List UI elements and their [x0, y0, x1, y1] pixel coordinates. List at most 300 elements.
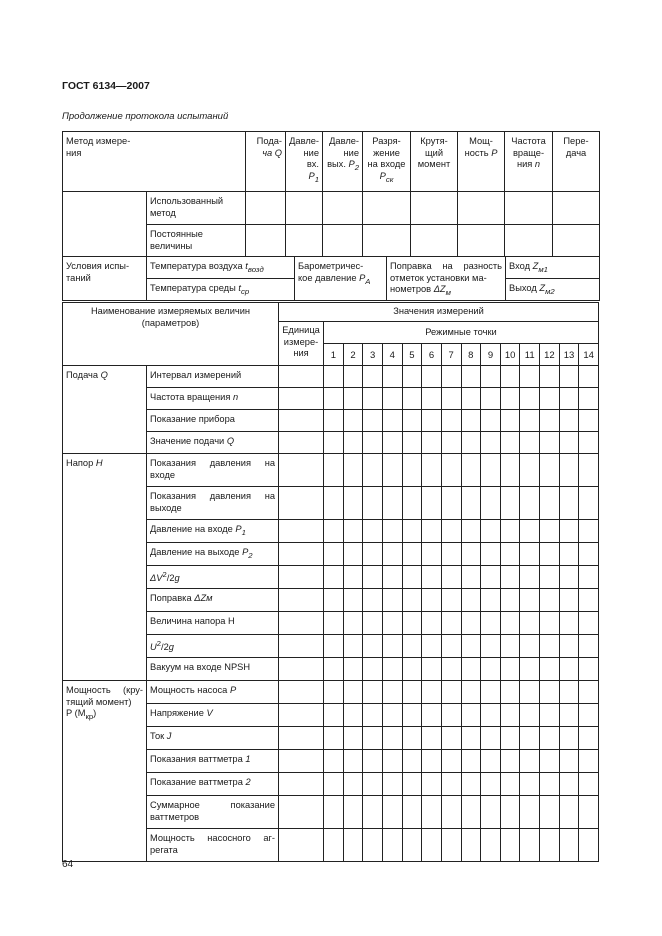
value-cell[interactable]	[500, 773, 520, 796]
value-cell[interactable]	[579, 388, 599, 410]
unit-cell[interactable]	[279, 566, 324, 589]
value-cell[interactable]	[324, 727, 344, 750]
value-cell[interactable]	[520, 432, 540, 454]
value-cell[interactable]	[520, 704, 540, 727]
value-cell[interactable]	[540, 829, 560, 862]
value-cell[interactable]	[461, 704, 481, 727]
value-cell[interactable]	[343, 750, 363, 773]
value-cell[interactable]	[461, 635, 481, 658]
value-cell[interactable]	[382, 612, 402, 635]
value-cell[interactable]	[402, 543, 422, 566]
value-cell[interactable]	[402, 750, 422, 773]
value-cell[interactable]	[382, 366, 402, 388]
value-cell[interactable]	[343, 432, 363, 454]
value-cell[interactable]	[520, 658, 540, 681]
value-cell[interactable]	[579, 366, 599, 388]
unit-cell[interactable]	[279, 773, 324, 796]
value-cell[interactable]	[520, 410, 540, 432]
unit-cell[interactable]	[279, 366, 324, 388]
value-cell[interactable]	[363, 773, 383, 796]
value-cell[interactable]	[343, 566, 363, 589]
value-cell[interactable]	[324, 681, 344, 704]
value-cell[interactable]	[441, 432, 461, 454]
value-cell[interactable]	[540, 796, 560, 829]
value-cell[interactable]	[422, 612, 442, 635]
value-cell[interactable]	[500, 635, 520, 658]
unit-cell[interactable]	[279, 487, 324, 520]
value-cell[interactable]	[363, 454, 383, 487]
value-cell[interactable]	[559, 410, 579, 432]
value-cell[interactable]	[481, 796, 501, 829]
value-cell[interactable]	[324, 432, 344, 454]
value-cell[interactable]	[520, 727, 540, 750]
value-cell[interactable]	[579, 432, 599, 454]
value-cell[interactable]	[422, 635, 442, 658]
value-cell[interactable]	[579, 750, 599, 773]
value-cell[interactable]	[422, 520, 442, 543]
value-cell[interactable]	[540, 543, 560, 566]
value-cell[interactable]	[559, 612, 579, 635]
value-cell[interactable]	[579, 727, 599, 750]
value-cell[interactable]	[461, 612, 481, 635]
value-cell[interactable]	[461, 543, 481, 566]
value-cell[interactable]	[500, 704, 520, 727]
value-cell[interactable]	[579, 829, 599, 862]
value-cell[interactable]	[382, 658, 402, 681]
value-cell[interactable]	[461, 658, 481, 681]
unit-cell[interactable]	[279, 796, 324, 829]
unit-cell[interactable]	[279, 612, 324, 635]
value-cell[interactable]	[559, 635, 579, 658]
value-cell[interactable]	[441, 589, 461, 612]
value-cell[interactable]	[461, 829, 481, 862]
value-cell[interactable]	[520, 796, 540, 829]
value-cell[interactable]	[441, 681, 461, 704]
value-cell[interactable]	[461, 388, 481, 410]
value-cell[interactable]	[540, 658, 560, 681]
value-cell[interactable]	[402, 566, 422, 589]
value-cell[interactable]	[343, 658, 363, 681]
value-cell[interactable]	[559, 589, 579, 612]
unit-cell[interactable]	[279, 410, 324, 432]
value-cell[interactable]	[520, 681, 540, 704]
unit-cell[interactable]	[279, 704, 324, 727]
value-cell[interactable]	[540, 589, 560, 612]
value-cell[interactable]	[343, 829, 363, 862]
value-cell[interactable]	[540, 432, 560, 454]
value-cell[interactable]	[382, 727, 402, 750]
value-cell[interactable]	[461, 366, 481, 388]
value-cell[interactable]	[481, 454, 501, 487]
value-cell[interactable]	[461, 727, 481, 750]
value-cell[interactable]	[540, 566, 560, 589]
value-cell[interactable]	[481, 635, 501, 658]
value-cell[interactable]	[441, 566, 461, 589]
value-cell[interactable]	[363, 566, 383, 589]
value-cell[interactable]	[500, 612, 520, 635]
value-cell[interactable]	[481, 410, 501, 432]
value-cell[interactable]	[500, 658, 520, 681]
value-cell[interactable]	[382, 487, 402, 520]
value-cell[interactable]	[422, 727, 442, 750]
value-cell[interactable]	[481, 829, 501, 862]
value-cell[interactable]	[324, 543, 344, 566]
value-cell[interactable]	[500, 727, 520, 750]
value-cell[interactable]	[500, 410, 520, 432]
value-cell[interactable]	[382, 829, 402, 862]
value-cell[interactable]	[481, 773, 501, 796]
value-cell[interactable]	[579, 704, 599, 727]
value-cell[interactable]	[441, 520, 461, 543]
value-cell[interactable]	[559, 432, 579, 454]
value-cell[interactable]	[382, 796, 402, 829]
value-cell[interactable]	[559, 566, 579, 589]
value-cell[interactable]	[363, 727, 383, 750]
value-cell[interactable]	[441, 829, 461, 862]
value-cell[interactable]	[422, 388, 442, 410]
value-cell[interactable]	[461, 773, 481, 796]
value-cell[interactable]	[343, 704, 363, 727]
value-cell[interactable]	[481, 487, 501, 520]
value-cell[interactable]	[559, 487, 579, 520]
value-cell[interactable]	[402, 829, 422, 862]
value-cell[interactable]	[579, 454, 599, 487]
unit-cell[interactable]	[279, 589, 324, 612]
value-cell[interactable]	[324, 829, 344, 862]
value-cell[interactable]	[481, 388, 501, 410]
unit-cell[interactable]	[279, 681, 324, 704]
value-cell[interactable]	[559, 366, 579, 388]
value-cell[interactable]	[402, 681, 422, 704]
value-cell[interactable]	[579, 410, 599, 432]
value-cell[interactable]	[402, 366, 422, 388]
value-cell[interactable]	[441, 410, 461, 432]
value-cell[interactable]	[402, 727, 422, 750]
value-cell[interactable]	[402, 487, 422, 520]
value-cell[interactable]	[520, 635, 540, 658]
value-cell[interactable]	[422, 487, 442, 520]
value-cell[interactable]	[422, 566, 442, 589]
value-cell[interactable]	[324, 658, 344, 681]
unit-cell[interactable]	[279, 520, 324, 543]
value-cell[interactable]	[343, 410, 363, 432]
value-cell[interactable]	[324, 635, 344, 658]
value-cell[interactable]	[520, 388, 540, 410]
value-cell[interactable]	[579, 658, 599, 681]
value-cell[interactable]	[402, 432, 422, 454]
value-cell[interactable]	[402, 704, 422, 727]
value-cell[interactable]	[540, 704, 560, 727]
value-cell[interactable]	[422, 410, 442, 432]
value-cell[interactable]	[382, 543, 402, 566]
value-cell[interactable]	[324, 796, 344, 829]
value-cell[interactable]	[363, 612, 383, 635]
value-cell[interactable]	[500, 543, 520, 566]
value-cell[interactable]	[343, 773, 363, 796]
value-cell[interactable]	[363, 520, 383, 543]
value-cell[interactable]	[324, 410, 344, 432]
value-cell[interactable]	[579, 635, 599, 658]
value-cell[interactable]	[559, 727, 579, 750]
value-cell[interactable]	[579, 566, 599, 589]
value-cell[interactable]	[422, 454, 442, 487]
value-cell[interactable]	[382, 432, 402, 454]
value-cell[interactable]	[559, 773, 579, 796]
value-cell[interactable]	[343, 454, 363, 487]
value-cell[interactable]	[402, 796, 422, 829]
value-cell[interactable]	[343, 366, 363, 388]
value-cell[interactable]	[343, 388, 363, 410]
value-cell[interactable]	[500, 487, 520, 520]
value-cell[interactable]	[441, 704, 461, 727]
value-cell[interactable]	[422, 366, 442, 388]
value-cell[interactable]	[559, 796, 579, 829]
value-cell[interactable]	[559, 704, 579, 727]
value-cell[interactable]	[559, 829, 579, 862]
unit-cell[interactable]	[279, 543, 324, 566]
value-cell[interactable]	[520, 612, 540, 635]
value-cell[interactable]	[382, 635, 402, 658]
value-cell[interactable]	[441, 727, 461, 750]
value-cell[interactable]	[363, 635, 383, 658]
value-cell[interactable]	[343, 589, 363, 612]
value-cell[interactable]	[402, 635, 422, 658]
value-cell[interactable]	[422, 432, 442, 454]
value-cell[interactable]	[559, 681, 579, 704]
value-cell[interactable]	[382, 681, 402, 704]
unit-cell[interactable]	[279, 727, 324, 750]
value-cell[interactable]	[540, 388, 560, 410]
value-cell[interactable]	[500, 681, 520, 704]
value-cell[interactable]	[363, 432, 383, 454]
value-cell[interactable]	[579, 543, 599, 566]
value-cell[interactable]	[363, 543, 383, 566]
value-cell[interactable]	[461, 432, 481, 454]
value-cell[interactable]	[520, 773, 540, 796]
value-cell[interactable]	[461, 410, 481, 432]
value-cell[interactable]	[324, 773, 344, 796]
unit-cell[interactable]	[279, 750, 324, 773]
value-cell[interactable]	[422, 829, 442, 862]
value-cell[interactable]	[324, 388, 344, 410]
value-cell[interactable]	[500, 796, 520, 829]
value-cell[interactable]	[382, 704, 402, 727]
value-cell[interactable]	[520, 520, 540, 543]
value-cell[interactable]	[422, 773, 442, 796]
value-cell[interactable]	[520, 589, 540, 612]
value-cell[interactable]	[363, 681, 383, 704]
value-cell[interactable]	[363, 589, 383, 612]
value-cell[interactable]	[422, 589, 442, 612]
value-cell[interactable]	[579, 487, 599, 520]
value-cell[interactable]	[343, 796, 363, 829]
value-cell[interactable]	[363, 704, 383, 727]
value-cell[interactable]	[402, 454, 422, 487]
unit-cell[interactable]	[279, 658, 324, 681]
value-cell[interactable]	[343, 727, 363, 750]
value-cell[interactable]	[382, 388, 402, 410]
value-cell[interactable]	[481, 612, 501, 635]
value-cell[interactable]	[481, 566, 501, 589]
unit-cell[interactable]	[279, 388, 324, 410]
value-cell[interactable]	[559, 543, 579, 566]
value-cell[interactable]	[461, 681, 481, 704]
value-cell[interactable]	[363, 388, 383, 410]
value-cell[interactable]	[579, 589, 599, 612]
value-cell[interactable]	[324, 704, 344, 727]
value-cell[interactable]	[540, 366, 560, 388]
value-cell[interactable]	[559, 520, 579, 543]
value-cell[interactable]	[343, 520, 363, 543]
value-cell[interactable]	[500, 589, 520, 612]
value-cell[interactable]	[520, 487, 540, 520]
value-cell[interactable]	[579, 612, 599, 635]
value-cell[interactable]	[481, 681, 501, 704]
value-cell[interactable]	[441, 366, 461, 388]
value-cell[interactable]	[500, 520, 520, 543]
value-cell[interactable]	[422, 658, 442, 681]
value-cell[interactable]	[520, 566, 540, 589]
value-cell[interactable]	[402, 658, 422, 681]
value-cell[interactable]	[540, 727, 560, 750]
value-cell[interactable]	[579, 796, 599, 829]
value-cell[interactable]	[500, 432, 520, 454]
value-cell[interactable]	[343, 487, 363, 520]
value-cell[interactable]	[402, 388, 422, 410]
value-cell[interactable]	[402, 410, 422, 432]
value-cell[interactable]	[461, 589, 481, 612]
value-cell[interactable]	[481, 727, 501, 750]
value-cell[interactable]	[422, 704, 442, 727]
value-cell[interactable]	[441, 454, 461, 487]
value-cell[interactable]	[343, 635, 363, 658]
value-cell[interactable]	[402, 612, 422, 635]
value-cell[interactable]	[461, 750, 481, 773]
value-cell[interactable]	[363, 366, 383, 388]
value-cell[interactable]	[461, 796, 481, 829]
value-cell[interactable]	[481, 366, 501, 388]
value-cell[interactable]	[481, 704, 501, 727]
value-cell[interactable]	[559, 388, 579, 410]
value-cell[interactable]	[363, 829, 383, 862]
value-cell[interactable]	[579, 520, 599, 543]
value-cell[interactable]	[363, 658, 383, 681]
value-cell[interactable]	[363, 750, 383, 773]
value-cell[interactable]	[422, 681, 442, 704]
unit-cell[interactable]	[279, 432, 324, 454]
value-cell[interactable]	[324, 366, 344, 388]
value-cell[interactable]	[461, 454, 481, 487]
value-cell[interactable]	[343, 612, 363, 635]
value-cell[interactable]	[422, 543, 442, 566]
value-cell[interactable]	[559, 658, 579, 681]
value-cell[interactable]	[324, 487, 344, 520]
value-cell[interactable]	[461, 520, 481, 543]
value-cell[interactable]	[441, 487, 461, 520]
value-cell[interactable]	[324, 612, 344, 635]
value-cell[interactable]	[559, 454, 579, 487]
value-cell[interactable]	[520, 543, 540, 566]
value-cell[interactable]	[540, 487, 560, 520]
value-cell[interactable]	[540, 750, 560, 773]
value-cell[interactable]	[382, 750, 402, 773]
value-cell[interactable]	[382, 589, 402, 612]
value-cell[interactable]	[520, 829, 540, 862]
value-cell[interactable]	[343, 681, 363, 704]
value-cell[interactable]	[402, 589, 422, 612]
value-cell[interactable]	[559, 750, 579, 773]
value-cell[interactable]	[441, 612, 461, 635]
value-cell[interactable]	[540, 520, 560, 543]
value-cell[interactable]	[441, 773, 461, 796]
unit-cell[interactable]	[279, 829, 324, 862]
value-cell[interactable]	[324, 589, 344, 612]
value-cell[interactable]	[402, 520, 422, 543]
value-cell[interactable]	[481, 658, 501, 681]
value-cell[interactable]	[382, 520, 402, 543]
value-cell[interactable]	[363, 410, 383, 432]
value-cell[interactable]	[500, 388, 520, 410]
value-cell[interactable]	[540, 454, 560, 487]
value-cell[interactable]	[382, 454, 402, 487]
value-cell[interactable]	[500, 454, 520, 487]
value-cell[interactable]	[500, 366, 520, 388]
value-cell[interactable]	[500, 566, 520, 589]
value-cell[interactable]	[324, 520, 344, 543]
value-cell[interactable]	[382, 410, 402, 432]
value-cell[interactable]	[382, 773, 402, 796]
value-cell[interactable]	[422, 796, 442, 829]
value-cell[interactable]	[481, 543, 501, 566]
value-cell[interactable]	[461, 487, 481, 520]
value-cell[interactable]	[500, 829, 520, 862]
value-cell[interactable]	[579, 681, 599, 704]
value-cell[interactable]	[461, 566, 481, 589]
value-cell[interactable]	[540, 612, 560, 635]
value-cell[interactable]	[422, 750, 442, 773]
value-cell[interactable]	[324, 566, 344, 589]
value-cell[interactable]	[441, 388, 461, 410]
value-cell[interactable]	[481, 589, 501, 612]
value-cell[interactable]	[324, 750, 344, 773]
value-cell[interactable]	[540, 681, 560, 704]
value-cell[interactable]	[324, 454, 344, 487]
value-cell[interactable]	[540, 410, 560, 432]
value-cell[interactable]	[441, 796, 461, 829]
value-cell[interactable]	[481, 520, 501, 543]
value-cell[interactable]	[441, 635, 461, 658]
value-cell[interactable]	[520, 750, 540, 773]
unit-cell[interactable]	[279, 635, 324, 658]
value-cell[interactable]	[481, 750, 501, 773]
value-cell[interactable]	[441, 750, 461, 773]
value-cell[interactable]	[520, 454, 540, 487]
value-cell[interactable]	[441, 543, 461, 566]
value-cell[interactable]	[363, 796, 383, 829]
unit-cell[interactable]	[279, 454, 324, 487]
value-cell[interactable]	[382, 566, 402, 589]
value-cell[interactable]	[343, 543, 363, 566]
value-cell[interactable]	[402, 773, 422, 796]
value-cell[interactable]	[441, 658, 461, 681]
value-cell[interactable]	[540, 773, 560, 796]
value-cell[interactable]	[500, 750, 520, 773]
value-cell[interactable]	[481, 432, 501, 454]
value-cell[interactable]	[363, 487, 383, 520]
value-cell[interactable]	[579, 773, 599, 796]
value-cell[interactable]	[540, 635, 560, 658]
value-cell[interactable]	[520, 366, 540, 388]
